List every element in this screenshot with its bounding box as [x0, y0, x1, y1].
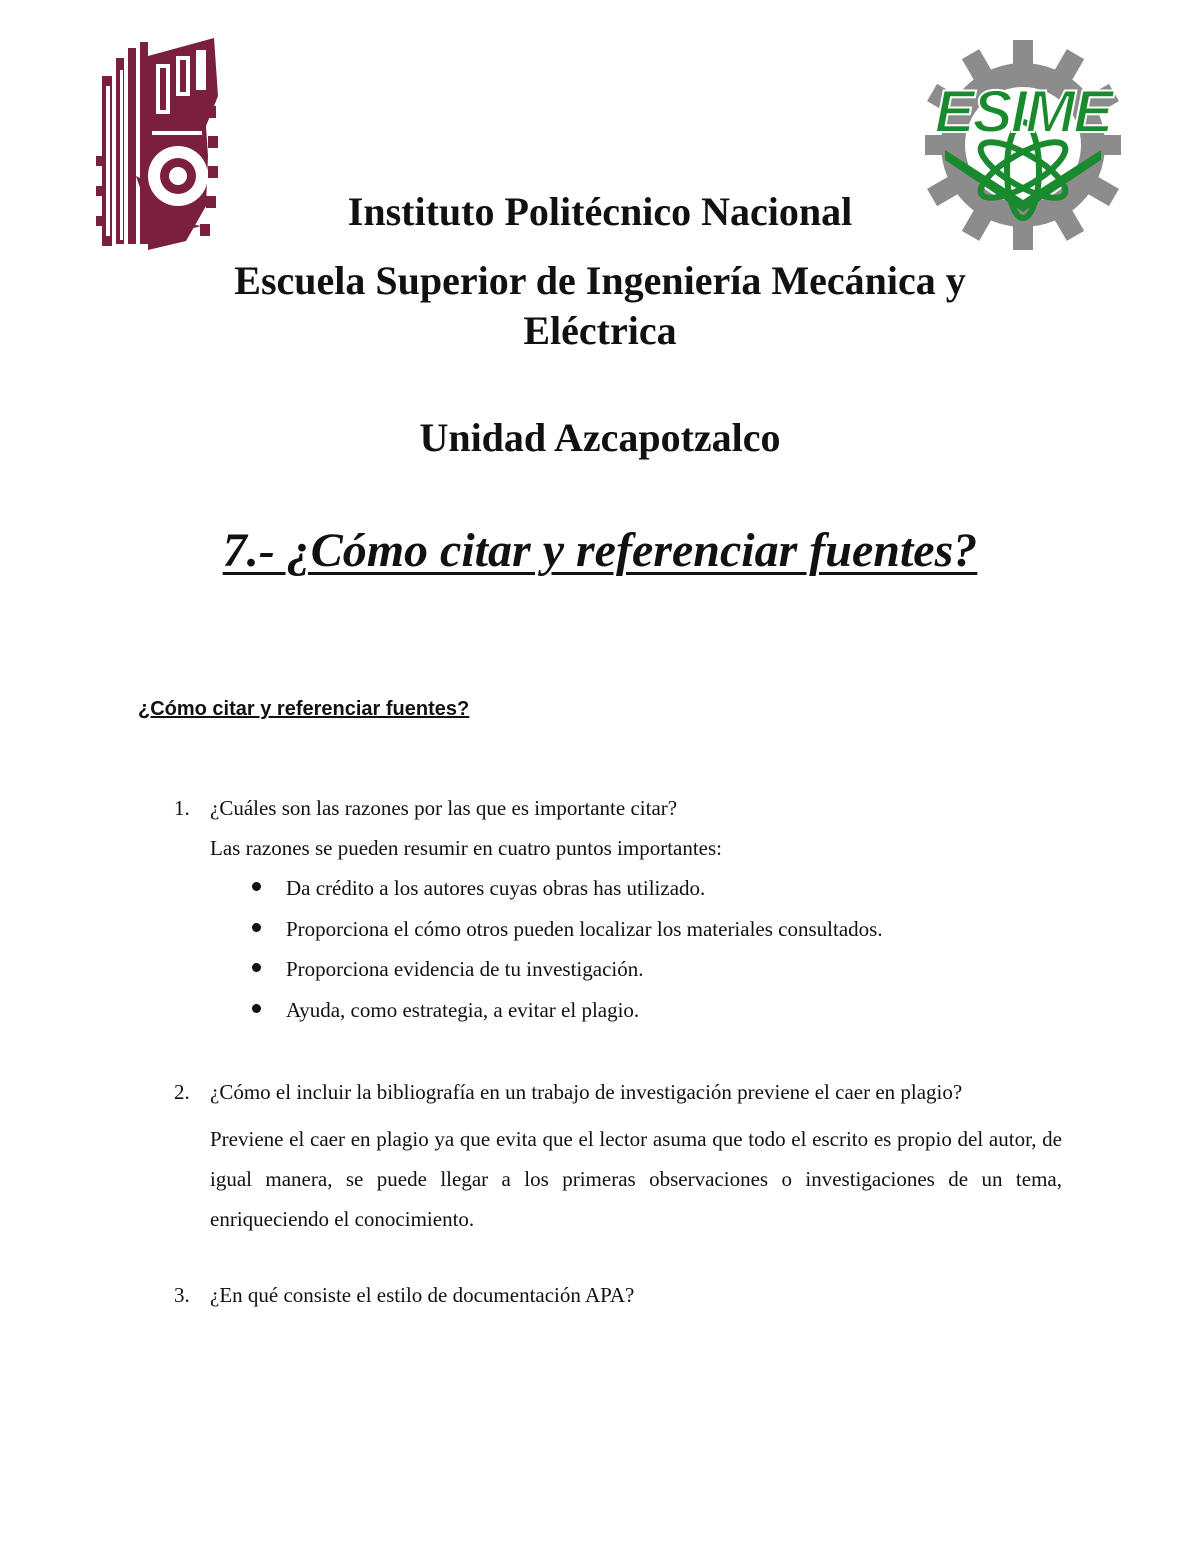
institute-name: Instituto Politécnico Nacional	[347, 189, 853, 234]
question-1-number: 1.	[174, 796, 190, 820]
bullet-item-4: Ayuda, como estrategia, a evitar el plagio.	[286, 998, 640, 1022]
question-1-intro: Las razones se pueden resumir en cuatro puntos importantes:	[210, 836, 723, 860]
question-1-text: ¿Cuáles son las razones por las que es importante citar?	[210, 796, 678, 820]
question-2-answer: Previene el caer en plagio ya que evita que el lector asuma que todo el escrito es propio del autor, de igual manera, se puede llegar a los primeras observaciones o investigaciones de un tema, enriqueciendo el conocimiento.	[210, 1127, 1062, 1231]
document-title	[0, 523, 1200, 578]
bullet-icon	[252, 1004, 261, 1013]
school-name-line1: Escuela Superior de Ingeniería Mecánica y	[234, 258, 966, 303]
bullet-icon	[252, 963, 261, 972]
bullet-item-1: Da crédito a los autores cuyas obras has utilizado.	[286, 876, 706, 900]
bullet-item-3: Proporciona evidencia de tu investigación.	[286, 957, 644, 981]
unit-name: Unidad Azcapotzalco	[419, 415, 781, 460]
document-title-text: 7.- ¿Cómo citar y referenciar fuentes?	[222, 524, 978, 577]
school-name-line2: Eléctrica	[523, 308, 677, 353]
question-2-text: ¿Cómo el incluir la bibliografía en un trabajo de investigación previene el caer en plagio?	[210, 1080, 963, 1104]
question-2-number: 2.	[174, 1080, 190, 1104]
bullet-item-2: Proporciona el cómo otros pueden localizar los materiales consultados.	[286, 917, 883, 941]
bullet-icon	[252, 923, 261, 932]
esime-logo-text: ESIME	[934, 78, 1112, 145]
question-3-number: 3.	[174, 1283, 190, 1307]
question-3-text: ¿En qué consiste el estilo de documentación APA?	[210, 1283, 635, 1307]
section-heading: ¿Cómo citar y referenciar fuentes?	[138, 698, 470, 720]
bullet-icon	[252, 882, 261, 891]
